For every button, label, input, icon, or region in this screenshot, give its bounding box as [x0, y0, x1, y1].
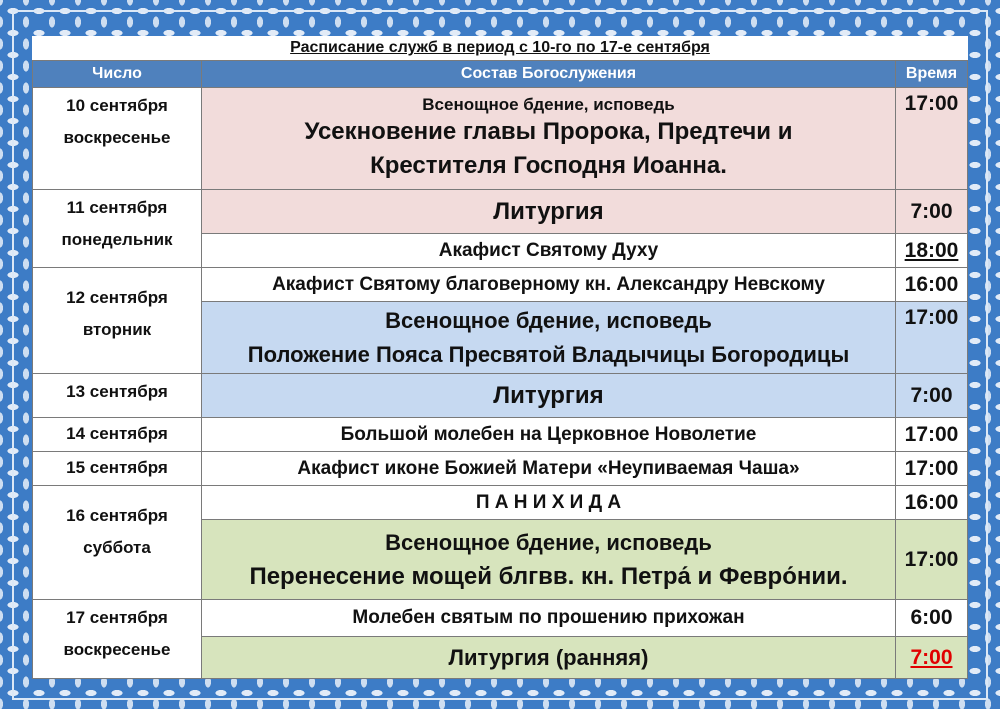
- service-title: Крестителя Господня Иоанна.: [370, 151, 727, 179]
- date-cell: [32, 486, 202, 600]
- service-cell: [202, 520, 896, 600]
- date-text: 16 сентября: [66, 506, 168, 525]
- date-text: 17 сентября: [66, 608, 168, 627]
- time-cell: 17:00: [896, 302, 968, 374]
- service-subtitle: Всенощное бдение, исповедь: [385, 307, 712, 333]
- weekday-text: понедельник: [61, 230, 173, 249]
- date-text: 12 сентября: [66, 288, 168, 307]
- schedule-sheet: [32, 36, 968, 679]
- date-cell: [32, 374, 202, 418]
- header-time: Время: [896, 60, 968, 88]
- page-title: Расписание служб в период с 10-го по 17-е сентября: [290, 39, 710, 56]
- date-text: 14 сентября: [66, 424, 168, 443]
- weekday-text: воскресенье: [63, 128, 171, 147]
- time-cell: 17:00: [896, 418, 968, 452]
- service-title: Положение Пояса Пресвятой Владычицы Богородицы: [247, 341, 850, 367]
- time-cell: 16:00: [896, 268, 968, 302]
- time-cell-highlight: 7:00: [896, 637, 968, 679]
- time-cell: 16:00: [896, 486, 968, 520]
- date-cell: [32, 268, 202, 374]
- service-title: Усекновение главы Пророка, Предтечи и: [304, 117, 793, 145]
- time-cell: 7:00: [896, 190, 968, 234]
- service-cell: Молебен святым по прошению прихожан: [202, 600, 896, 637]
- weekday-text: суббота: [83, 538, 151, 557]
- date-text: 15 сентября: [66, 458, 168, 477]
- service-title: Перенесение мощей блгвв. кн. Петра́ и Февро́нии.: [249, 562, 848, 590]
- service-cell: Акафист Святому Духу: [202, 234, 896, 268]
- date-cell: [32, 418, 202, 452]
- weekday-text: воскресенье: [63, 640, 171, 659]
- date-text: 11 сентября: [66, 198, 168, 217]
- service-cell: Акафист иконе Божией Матери «Неупиваемая Чаша»: [202, 452, 896, 486]
- time-cell: 7:00: [896, 374, 968, 418]
- service-cell: [202, 88, 896, 190]
- date-text: 13 сентября: [66, 382, 168, 401]
- service-cell: П А Н И Х И Д А: [202, 486, 896, 520]
- time-cell: 17:00: [896, 452, 968, 486]
- date-text: 10 сентября: [66, 96, 168, 115]
- service-cell: Большой молебен на Церковное Новолетие: [202, 418, 896, 452]
- date-cell: [32, 190, 202, 268]
- time-cell: 17:00: [896, 88, 968, 190]
- header-date: Число: [32, 60, 202, 88]
- date-cell: [32, 452, 202, 486]
- date-cell: [32, 600, 202, 679]
- service-cell: Литургия: [202, 374, 896, 418]
- date-cell: [32, 88, 202, 190]
- time-cell: 17:00: [896, 520, 968, 600]
- service-subtitle: Всенощное бдение, исповедь: [385, 529, 712, 555]
- time-cell: 18:00: [896, 234, 968, 268]
- time-cell: 6:00: [896, 600, 968, 637]
- service-cell: Литургия: [202, 190, 896, 234]
- weekday-text: вторник: [82, 320, 152, 339]
- service-cell: [202, 302, 896, 374]
- service-cell: Акафист Святому благоверному кн. Александру Невскому: [202, 268, 896, 302]
- header-service: Состав Богослужения: [202, 60, 896, 88]
- service-cell: Литургия (ранняя): [202, 637, 896, 679]
- service-subtitle: Всенощное бдение, исповедь: [422, 94, 675, 114]
